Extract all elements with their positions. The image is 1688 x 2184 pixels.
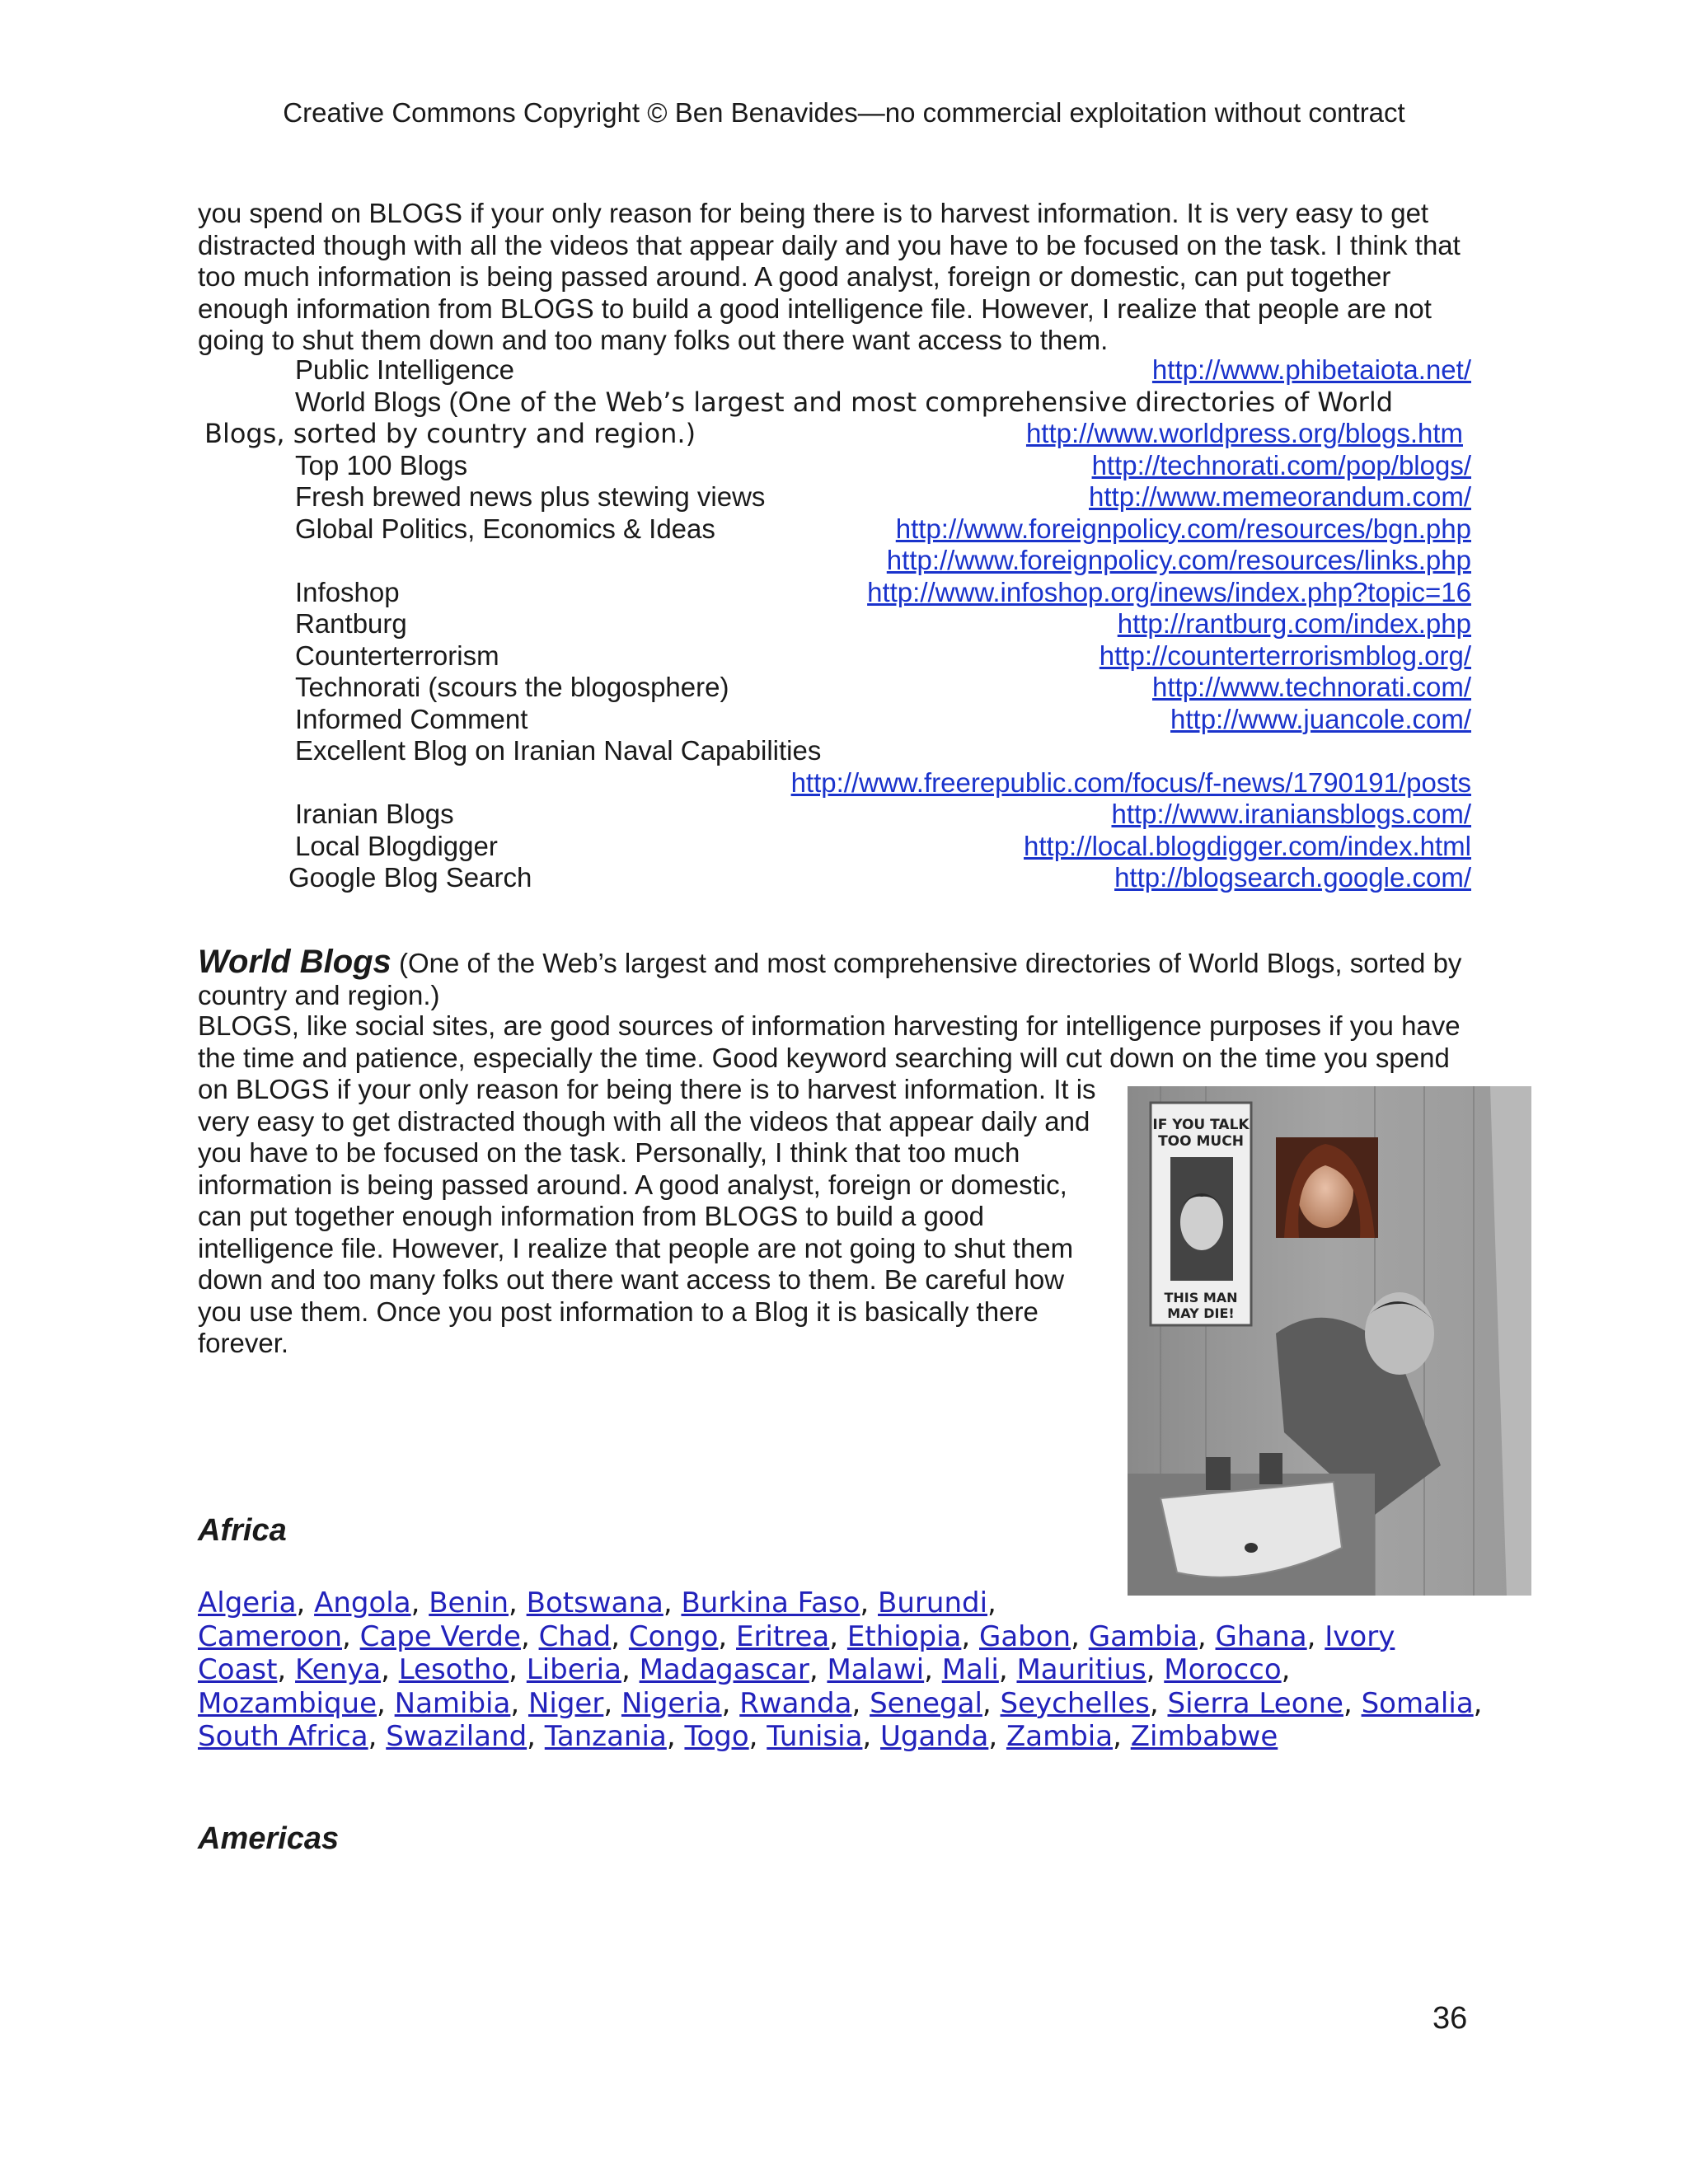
link-label: Rantburg — [295, 608, 407, 639]
link-url[interactable]: http://local.blogdigger.com/index.html — [1024, 830, 1471, 861]
country-separator: , — [1281, 1653, 1291, 1686]
link-url[interactable]: http://www.freerepublic.com/focus/f-news/1790191/posts — [790, 766, 1471, 798]
country-separator: , — [998, 1653, 1017, 1686]
country-separator: , — [982, 1686, 1001, 1720]
country-separator: , — [277, 1653, 296, 1686]
country-link[interactable]: Tanzania — [544, 1720, 667, 1753]
country-link[interactable]: Rwanda — [739, 1686, 852, 1720]
country-separator: , — [520, 1619, 539, 1653]
country-link[interactable]: Algeria — [198, 1586, 297, 1619]
country-separator: , — [509, 1653, 527, 1686]
link-row — [198, 799, 1471, 831]
country-separator: , — [527, 1720, 545, 1753]
country-link[interactable]: Namibia — [394, 1686, 511, 1720]
link-label: Infoshop — [295, 576, 400, 607]
link-label: Iranian Blogs — [295, 799, 454, 829]
link-url[interactable]: http://www.worldpress.org/blogs.htm — [1025, 418, 1463, 448]
page-header: Creative Commons Copyright © Ben Benavides—no commercial exploitation without contract — [283, 97, 1405, 128]
country-link[interactable]: Congo — [628, 1619, 719, 1653]
link-url[interactable]: http://www.memeorandum.com/ — [1089, 481, 1471, 512]
link-row — [198, 767, 1471, 799]
africa-country-list — [198, 1586, 1484, 1754]
link-url[interactable]: http://www.phibetaiota.net/ — [1151, 354, 1471, 385]
country-separator: , — [829, 1619, 847, 1653]
country-link[interactable]: South Africa — [198, 1720, 368, 1753]
link-row — [198, 418, 1471, 450]
country-link[interactable]: Ghana — [1215, 1619, 1307, 1653]
poster-text: TOO MUCH — [1158, 1133, 1244, 1150]
country-separator: , — [851, 1686, 870, 1720]
link-row — [198, 577, 1471, 609]
world-blogs-heading — [198, 946, 1484, 1011]
link-url[interactable]: http://counterterrorismblog.org/ — [1099, 640, 1471, 671]
link-url[interactable]: http://technorati.com/pop/blogs/ — [1091, 449, 1471, 480]
country-separator: , — [1146, 1653, 1165, 1686]
blog-links-list — [198, 354, 1471, 894]
country-link[interactable]: Senegal — [870, 1686, 982, 1720]
country-link[interactable]: Ethiopia — [846, 1619, 962, 1653]
country-separator: , — [342, 1619, 360, 1653]
link-row — [198, 704, 1471, 736]
country-separator: , — [509, 1586, 527, 1619]
link-label: World Blogs ( — [295, 386, 458, 417]
africa-heading: Africa — [198, 1513, 287, 1548]
world-blogs-title: World Blogs — [198, 944, 392, 980]
country-link[interactable]: Malawi — [827, 1653, 925, 1686]
link-row — [198, 481, 1471, 513]
country-link[interactable]: Tunisia — [767, 1720, 863, 1753]
link-label: Technorati (scours the blogosphere) — [295, 672, 729, 702]
country-link[interactable]: Liberia — [526, 1653, 621, 1686]
country-separator: , — [368, 1720, 387, 1753]
country-link[interactable]: Zimbabwe — [1130, 1720, 1278, 1753]
link-label: Google Blog Search — [288, 862, 532, 893]
country-link[interactable]: Botswana — [526, 1586, 663, 1619]
link-label-description: One of the Web’s largest and most comprehensive directories of World — [457, 386, 1394, 418]
link-row — [198, 450, 1471, 482]
country-link[interactable]: Mozambique — [198, 1686, 377, 1720]
country-link[interactable]: Madagascar — [639, 1653, 809, 1686]
link-url[interactable]: http://blogsearch.google.com/ — [1114, 862, 1471, 893]
country-separator: , — [510, 1686, 528, 1720]
country-separator: , — [381, 1653, 399, 1686]
link-label: Local Blogdigger — [295, 830, 498, 861]
link-row — [198, 387, 1471, 419]
link-url[interactable]: http://www.infoshop.org/inews/index.php?topic=16 — [867, 576, 1471, 607]
link-url[interactable]: http://www.juancole.com/ — [1170, 703, 1471, 734]
country-separator: , — [1197, 1619, 1216, 1653]
country-separator: , — [621, 1653, 640, 1686]
country-separator: , — [721, 1686, 740, 1720]
country-separator: , — [988, 1720, 1006, 1753]
country-separator: , — [666, 1720, 685, 1753]
link-row — [198, 513, 1471, 546]
country-separator: , — [809, 1653, 828, 1686]
intro-paragraph: you spend on BLOGS if your only reason for being there is to harvest information. It is very easy to get distracted though with all the videos that appear daily and you have to be focused on the task. I think that too much information is being passed around. A good analyst, foreign or domestic, can put together enough information from BLOGS to build a good intelligence file. However, I realize that people are not going to shut them down and too many folks out there want access to them. — [198, 198, 1461, 355]
world-blogs-subtitle: (One of the Web’s largest and most comprehensive directories of World Blogs, sorted by country and region.) — [198, 948, 1462, 1010]
poster-text: IF YOU TALK — [1152, 1117, 1250, 1133]
country-separator: , — [603, 1686, 621, 1720]
link-row — [198, 862, 1471, 894]
country-link[interactable]: Seychelles — [1000, 1686, 1150, 1720]
country-link[interactable]: Eritrea — [736, 1619, 830, 1653]
country-link[interactable]: Mauritius — [1016, 1653, 1146, 1686]
country-link[interactable]: Swaziland — [386, 1720, 528, 1753]
link-url[interactable]: http://rantburg.com/index.php — [1117, 608, 1471, 639]
country-link[interactable]: Sierra Leone — [1167, 1686, 1343, 1720]
country-separator: , — [1113, 1720, 1131, 1753]
country-link[interactable]: Angola — [314, 1586, 411, 1619]
country-separator: , — [1306, 1619, 1325, 1653]
link-label: Excellent Blog on Iranian Naval Capabilities — [295, 735, 822, 766]
world-blogs-paragraph-a: BLOGS, like social sites, are good sources of information harvesting for intelligence purposes if you have the time and patience, especially the time. Good keyword searching will cut down on the time you spend — [198, 1010, 1461, 1073]
country-separator: , — [1343, 1686, 1362, 1720]
link-url[interactable]: http://www.iraniansblogs.com/ — [1111, 799, 1471, 829]
country-link[interactable]: Somalia — [1361, 1686, 1474, 1720]
link-label: Informed Comment — [295, 703, 528, 734]
link-url[interactable]: http://www.foreignpolicy.com/resources/links.php — [886, 545, 1471, 575]
country-link[interactable]: Zambia — [1006, 1720, 1114, 1753]
country-link[interactable]: Kenya — [295, 1653, 382, 1686]
link-row — [198, 735, 1471, 767]
country-separator: , — [1071, 1619, 1089, 1653]
country-link[interactable]: Lesotho — [398, 1653, 509, 1686]
country-link[interactable]: Cameroon — [198, 1619, 342, 1653]
country-separator: , — [377, 1686, 395, 1720]
country-separator: , — [410, 1586, 429, 1619]
link-url[interactable]: http://www.foreignpolicy.com/resources/bgn.php — [895, 513, 1471, 544]
country-link[interactable]: Burkina Faso — [681, 1586, 860, 1619]
link-row — [198, 545, 1471, 577]
link-row — [198, 831, 1471, 863]
americas-heading: Americas — [198, 1821, 340, 1856]
country-link[interactable]: Mali — [941, 1653, 999, 1686]
poster-text: MAY DIE! — [1167, 1305, 1235, 1321]
world-blogs-paragraph-b: on BLOGS if your only reason for being there is to harvest information. It is very easy to get distracted though with all the videos that appear daily and you have to be focused on the task. Personally, I think that too much information is being passed around. A good analyst, foreign or domestic, can put together enough information from BLOGS to build a good intelligence file. However, I realize that people are not going to shut them down and too many folks out there want access to them. Be careful how you use them. Once you post information to a Blog it is basically there forever. — [198, 1074, 1096, 1358]
country-link[interactable]: Nigeria — [621, 1686, 722, 1720]
country-link[interactable]: Burundi — [878, 1586, 988, 1619]
country-link[interactable]: Gambia — [1088, 1619, 1198, 1653]
country-separator: , — [1149, 1686, 1168, 1720]
country-separator: , — [961, 1619, 979, 1653]
country-link[interactable]: Ivory Coast — [198, 1619, 1395, 1686]
link-label: Global Politics, Economics & Ideas — [295, 513, 715, 544]
link-row — [198, 640, 1471, 673]
country-separator: , — [748, 1720, 767, 1753]
link-label: Public Intelligence — [295, 354, 514, 385]
country-separator: , — [718, 1619, 737, 1653]
poster-text: THIS MAN — [1164, 1290, 1238, 1305]
propaganda-photo — [1128, 1086, 1531, 1596]
link-row — [198, 672, 1471, 704]
link-label: Top 100 Blogs — [295, 449, 468, 480]
country-link[interactable]: Uganda — [880, 1720, 989, 1753]
country-separator: , — [924, 1653, 942, 1686]
country-separator: , — [860, 1586, 879, 1619]
page-number: 36 — [1432, 2001, 1468, 2036]
link-label: Blogs, sorted by country and region.) — [204, 418, 696, 449]
country-link[interactable]: Gabon — [978, 1619, 1071, 1653]
country-separator: , — [663, 1586, 682, 1619]
country-link[interactable]: Benin — [429, 1586, 509, 1619]
country-link[interactable]: Niger — [528, 1686, 604, 1720]
link-row — [198, 608, 1471, 640]
country-link[interactable]: Togo — [684, 1720, 749, 1753]
country-link[interactable]: Cape Verde — [359, 1619, 521, 1653]
link-row — [198, 354, 1471, 387]
country-link[interactable]: Chad — [538, 1619, 612, 1653]
country-separator: , — [1473, 1686, 1483, 1720]
country-separator: , — [296, 1586, 315, 1619]
country-separator: , — [987, 1586, 996, 1619]
link-url[interactable]: http://www.technorati.com/ — [1152, 672, 1471, 702]
country-separator: , — [611, 1619, 629, 1653]
link-label: Counterterrorism — [295, 640, 499, 671]
country-separator: , — [862, 1720, 881, 1753]
country-link[interactable]: Morocco — [1164, 1653, 1282, 1686]
link-label: Fresh brewed news plus stewing views — [295, 481, 766, 512]
